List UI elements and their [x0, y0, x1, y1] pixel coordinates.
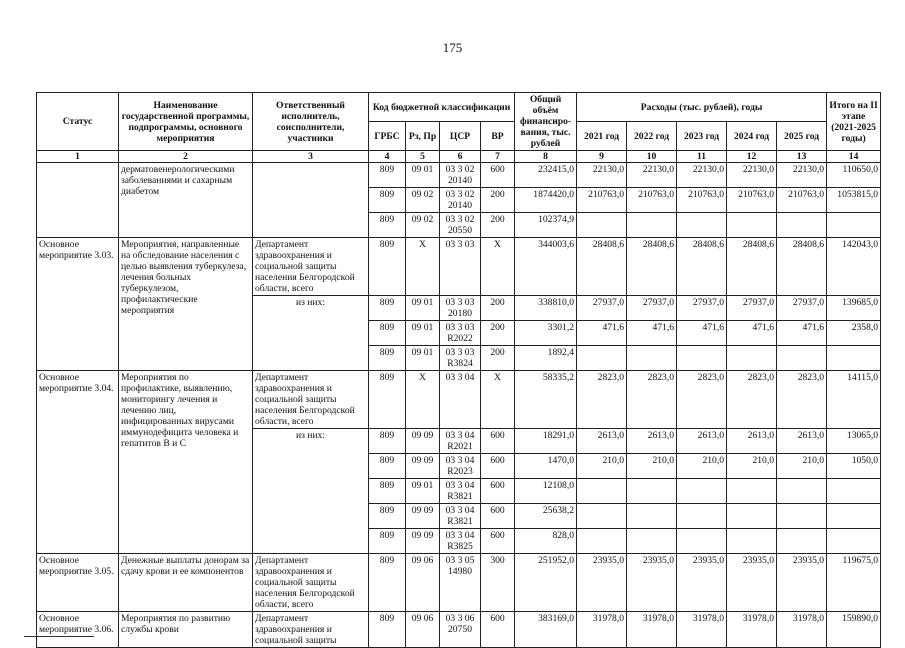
y2021-cell: 2823,0 [577, 371, 627, 429]
grbs-cell: 809 [369, 188, 406, 213]
of-which-label: из них: [253, 429, 369, 554]
col-num: 4 [369, 151, 406, 163]
header-total-finance: Общий объём финансиро-вания, тыс. рублей [515, 93, 577, 151]
measure-name: Мероприятия по развитию службы крови [119, 612, 253, 648]
grbs-cell: 809 [369, 163, 406, 188]
rz-cell: 09 01 [406, 296, 440, 321]
table-row [37, 371, 881, 429]
csr-cell: 03 3 02 20550 [440, 213, 481, 238]
y2025-cell: 22130,0 [777, 163, 827, 188]
csr-cell: 03 3 03 [440, 238, 481, 296]
total-cell: 1892,4 [515, 346, 577, 371]
y2021-cell [577, 504, 627, 529]
y2024-cell: 28408,6 [727, 238, 777, 296]
vr-cell: 600 [481, 454, 515, 479]
grbs-cell: 809 [369, 346, 406, 371]
y2025-cell: 31978,0 [777, 612, 827, 648]
grbs-cell: 809 [369, 238, 406, 296]
total-cell: 1874420,0 [515, 188, 577, 213]
y2021-cell: 471,6 [577, 321, 627, 346]
grbs-cell: 809 [369, 321, 406, 346]
vr-cell: 200 [481, 346, 515, 371]
y2022-cell [627, 346, 677, 371]
grbs-cell: 809 [369, 479, 406, 504]
grbs-cell: 809 [369, 429, 406, 454]
table-row [37, 554, 881, 612]
col-num: 7 [481, 151, 515, 163]
itogo-cell: 110650,0 [827, 163, 881, 188]
y2025-cell: 23935,0 [777, 554, 827, 612]
itogo-cell [827, 479, 881, 504]
y2025-cell: 210763,0 [777, 188, 827, 213]
y2022-cell: 210,0 [627, 454, 677, 479]
y2025-cell: 27937,0 [777, 296, 827, 321]
itogo-cell: 139685,0 [827, 296, 881, 321]
y2023-cell: 471,6 [677, 321, 727, 346]
y2025-cell [777, 213, 827, 238]
col-num: 14 [827, 151, 881, 163]
status-cell: Основное мероприятие 3.03. [37, 238, 119, 371]
measure-name: дерматовенерологическими заболеваниями и сахарным диабетом [119, 163, 253, 238]
executor-cell [253, 163, 369, 238]
y2022-cell: 2613,0 [627, 429, 677, 454]
header-status: Статус [37, 93, 119, 151]
y2025-cell [777, 504, 827, 529]
y2023-cell [677, 529, 727, 554]
status-cell: Основное мероприятие 3.05. [37, 554, 119, 612]
y2025-cell [777, 346, 827, 371]
y2024-cell: 31978,0 [727, 612, 777, 648]
rz-cell: 09 06 [406, 554, 440, 612]
total-cell: 18291,0 [515, 429, 577, 454]
rz-cell: 09 01 [406, 479, 440, 504]
header-2022: 2022 год [627, 122, 677, 151]
vr-cell: Х [481, 371, 515, 429]
vr-cell: 200 [481, 321, 515, 346]
col-num: 8 [515, 151, 577, 163]
y2021-cell: 27937,0 [577, 296, 627, 321]
y2022-cell: 22130,0 [627, 163, 677, 188]
total-cell: 1470,0 [515, 454, 577, 479]
header-2021: 2021 год [577, 122, 627, 151]
y2024-cell: 27937,0 [727, 296, 777, 321]
rz-cell: 09 02 [406, 213, 440, 238]
csr-cell: 03 3 04 R3821 [440, 479, 481, 504]
total-cell: 3301,2 [515, 321, 577, 346]
rz-cell: 09 02 [406, 188, 440, 213]
grbs-cell: 809 [369, 554, 406, 612]
header-2023: 2023 год [677, 122, 727, 151]
budget-table [36, 92, 881, 648]
itogo-cell: 1053815,0 [827, 188, 881, 213]
header-budget-code: Код бюджетной классификации [369, 93, 515, 122]
y2023-cell [677, 213, 727, 238]
y2022-cell: 23935,0 [627, 554, 677, 612]
itogo-cell: 13065,0 [827, 429, 881, 454]
y2022-cell [627, 529, 677, 554]
y2022-cell [627, 504, 677, 529]
vr-cell: 600 [481, 612, 515, 648]
csr-cell: 03 3 03 R2022 [440, 321, 481, 346]
footer-rule [24, 636, 94, 637]
y2025-cell: 2613,0 [777, 429, 827, 454]
status-cell: Основное мероприятие 3.04. [37, 371, 119, 554]
y2023-cell: 2823,0 [677, 371, 727, 429]
total-cell: 12108,0 [515, 479, 577, 504]
table-row [37, 163, 881, 188]
y2022-cell: 28408,6 [627, 238, 677, 296]
itogo-cell: 14115,0 [827, 371, 881, 429]
y2024-cell [727, 504, 777, 529]
itogo-cell: 159890,0 [827, 612, 881, 648]
y2024-cell: 210763,0 [727, 188, 777, 213]
y2022-cell [627, 479, 677, 504]
column-numbers-row [37, 151, 881, 163]
rz-cell: 09 09 [406, 429, 440, 454]
vr-cell: 200 [481, 188, 515, 213]
csr-cell: 03 3 04 R2021 [440, 429, 481, 454]
measure-name: Мероприятия по профилактике, выявлению, мониторингу лечения и лечению лиц, инфицированных вирусами иммунодефицита человека и гепатитов В и С [119, 371, 253, 554]
csr-cell: 03 3 04 [440, 371, 481, 429]
itogo-cell [827, 504, 881, 529]
vr-cell: 600 [481, 163, 515, 188]
executor-cell: Департамент здравоохранения и социальной защиты [253, 612, 369, 648]
itogo-cell: 1050,0 [827, 454, 881, 479]
vr-cell: 300 [481, 554, 515, 612]
itogo-cell: 119675,0 [827, 554, 881, 612]
y2025-cell [777, 529, 827, 554]
executor-cell: Департамент здравоохранения и социальной защиты населения Белгородской области, всего [253, 371, 369, 429]
y2023-cell: 31978,0 [677, 612, 727, 648]
vr-cell: 200 [481, 213, 515, 238]
y2021-cell [577, 529, 627, 554]
rz-cell: 09 09 [406, 529, 440, 554]
y2023-cell: 23935,0 [677, 554, 727, 612]
y2024-cell: 210,0 [727, 454, 777, 479]
table-row [37, 238, 881, 296]
grbs-cell: 809 [369, 529, 406, 554]
col-num: 11 [677, 151, 727, 163]
grbs-cell: 809 [369, 454, 406, 479]
grbs-cell: 809 [369, 612, 406, 648]
total-cell: 232415,0 [515, 163, 577, 188]
y2023-cell: 210763,0 [677, 188, 727, 213]
y2023-cell [677, 479, 727, 504]
y2021-cell [577, 213, 627, 238]
of-which-label: из них: [253, 296, 369, 371]
total-cell: 58335,2 [515, 371, 577, 429]
col-num: 9 [577, 151, 627, 163]
table-row [37, 612, 881, 648]
header-row-1 [37, 93, 881, 122]
vr-cell: 600 [481, 479, 515, 504]
y2024-cell: 22130,0 [727, 163, 777, 188]
y2025-cell: 471,6 [777, 321, 827, 346]
header-executor: Ответственный исполнитель, соисполнители, участники [253, 93, 369, 151]
y2022-cell: 31978,0 [627, 612, 677, 648]
y2024-cell [727, 479, 777, 504]
y2021-cell: 23935,0 [577, 554, 627, 612]
grbs-cell: 809 [369, 371, 406, 429]
rz-cell: Х [406, 238, 440, 296]
total-cell: 383169,0 [515, 612, 577, 648]
y2023-cell: 210,0 [677, 454, 727, 479]
itogo-cell: 142043,0 [827, 238, 881, 296]
grbs-cell: 809 [369, 213, 406, 238]
y2022-cell: 27937,0 [627, 296, 677, 321]
itogo-cell [827, 213, 881, 238]
y2022-cell: 210763,0 [627, 188, 677, 213]
y2021-cell: 22130,0 [577, 163, 627, 188]
y2024-cell: 2823,0 [727, 371, 777, 429]
total-cell: 25638,2 [515, 504, 577, 529]
y2021-cell: 31978,0 [577, 612, 627, 648]
total-cell: 338810,0 [515, 296, 577, 321]
y2024-cell: 2613,0 [727, 429, 777, 454]
y2022-cell [627, 213, 677, 238]
y2025-cell [777, 479, 827, 504]
y2021-cell: 2613,0 [577, 429, 627, 454]
csr-cell: 03 3 05 14980 [440, 554, 481, 612]
header-itogo: Итого на II этапе (2021-2025 годы) [827, 93, 881, 151]
rz-cell: 09 09 [406, 454, 440, 479]
col-num: 12 [727, 151, 777, 163]
rz-cell: 09 01 [406, 346, 440, 371]
vr-cell: 200 [481, 296, 515, 321]
col-num: 6 [440, 151, 481, 163]
y2023-cell: 27937,0 [677, 296, 727, 321]
vr-cell: 600 [481, 429, 515, 454]
y2023-cell: 28408,6 [677, 238, 727, 296]
y2025-cell: 2823,0 [777, 371, 827, 429]
csr-cell: 03 3 03 20180 [440, 296, 481, 321]
y2024-cell: 471,6 [727, 321, 777, 346]
y2023-cell [677, 346, 727, 371]
vr-cell: 600 [481, 529, 515, 554]
rz-cell: 09 01 [406, 163, 440, 188]
itogo-cell [827, 346, 881, 371]
y2024-cell [727, 529, 777, 554]
itogo-cell: 2358,0 [827, 321, 881, 346]
csr-cell: 03 3 06 20750 [440, 612, 481, 648]
csr-cell: 03 3 04 R3821 [440, 504, 481, 529]
csr-cell: 03 3 04 R2023 [440, 454, 481, 479]
header-expenses: Расходы (тыс. рублей), годы [577, 93, 827, 122]
header-vr: ВР [481, 122, 515, 151]
status-cell: Основное мероприятие 3.06. [37, 612, 119, 648]
header-name: Наименование государственной программы, подпрограммы, основного мероприятия [119, 93, 253, 151]
rz-cell: 09 09 [406, 504, 440, 529]
col-num: 10 [627, 151, 677, 163]
header-2024: 2024 год [727, 122, 777, 151]
measure-name: Мероприятия, направленные на обследование населения с целью выявления туберкулеза, лечения больных туберкулезом, профилактические мероприятия [119, 238, 253, 371]
total-cell: 102374,9 [515, 213, 577, 238]
col-num: 2 [119, 151, 253, 163]
y2022-cell: 471,6 [627, 321, 677, 346]
y2025-cell: 210,0 [777, 454, 827, 479]
y2025-cell: 28408,6 [777, 238, 827, 296]
total-cell: 251952,0 [515, 554, 577, 612]
grbs-cell: 809 [369, 504, 406, 529]
page-number: 175 [442, 40, 463, 55]
col-num: 3 [253, 151, 369, 163]
measure-name: Денежные выплаты донорам за сдачу крови и ее компонентов [119, 554, 253, 612]
status-cell [37, 163, 119, 238]
vr-cell: Х [481, 238, 515, 296]
y2023-cell [677, 504, 727, 529]
y2021-cell [577, 346, 627, 371]
rz-cell: 09 01 [406, 321, 440, 346]
csr-cell: 03 3 02 20140 [440, 163, 481, 188]
grbs-cell: 809 [369, 296, 406, 321]
csr-cell: 03 3 03 R3824 [440, 346, 481, 371]
itogo-cell [827, 529, 881, 554]
y2021-cell: 210,0 [577, 454, 627, 479]
col-num: 1 [37, 151, 119, 163]
rz-cell: 09 06 [406, 612, 440, 648]
rz-cell: Х [406, 371, 440, 429]
y2024-cell [727, 213, 777, 238]
y2021-cell: 210763,0 [577, 188, 627, 213]
total-cell: 344003,6 [515, 238, 577, 296]
total-cell: 828,0 [515, 529, 577, 554]
y2021-cell: 28408,6 [577, 238, 627, 296]
header-rz-pr: Рз, Пр [406, 122, 440, 151]
y2021-cell [577, 479, 627, 504]
y2023-cell: 22130,0 [677, 163, 727, 188]
y2024-cell [727, 346, 777, 371]
executor-cell: Департамент здравоохранения и социальной защиты населения Белгородской области, всего [253, 554, 369, 612]
y2023-cell: 2613,0 [677, 429, 727, 454]
header-csr: ЦСР [440, 122, 481, 151]
executor-cell: Департамент здравоохранения и социальной защиты населения Белгородской области, всего [253, 238, 369, 296]
y2022-cell: 2823,0 [627, 371, 677, 429]
y2024-cell: 23935,0 [727, 554, 777, 612]
csr-cell: 03 3 04 R3825 [440, 529, 481, 554]
vr-cell: 600 [481, 504, 515, 529]
col-num: 5 [406, 151, 440, 163]
col-num: 13 [777, 151, 827, 163]
header-grbs: ГРБС [369, 122, 406, 151]
header-2025: 2025 год [777, 122, 827, 151]
csr-cell: 03 3 02 20140 [440, 188, 481, 213]
